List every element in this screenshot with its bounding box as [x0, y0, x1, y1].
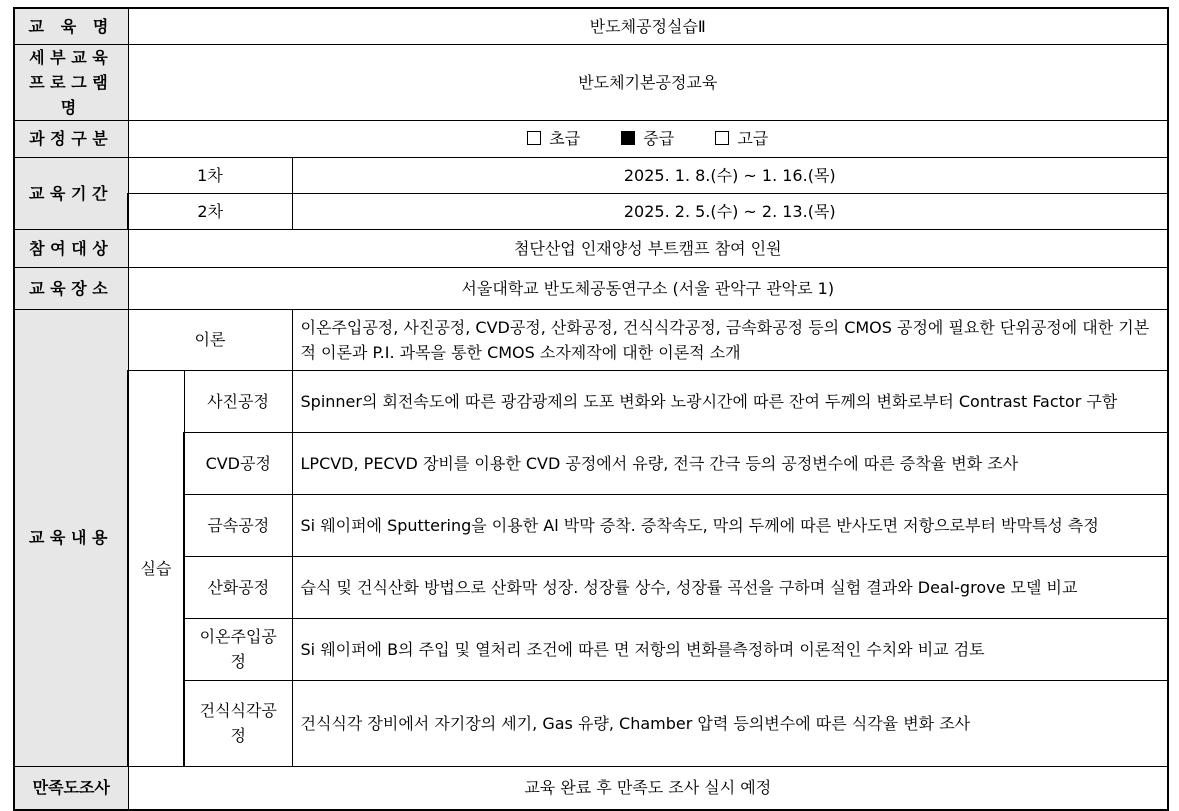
level-option-intermediate[interactable]	[621, 126, 674, 151]
practice-name: 이온주입공정	[184, 618, 292, 680]
level-option-label: 고급	[737, 129, 769, 148]
row-practice	[14, 432, 1168, 494]
row-program	[14, 44, 1168, 120]
level-option-beginner[interactable]	[527, 126, 580, 151]
row-place	[14, 267, 1168, 309]
checkbox-empty-icon	[715, 131, 729, 145]
checkbox-empty-icon	[527, 131, 541, 145]
period-dates: 2025. 2. 5.(수) ~ 2. 13.(목)	[292, 193, 1168, 229]
row-practice	[14, 618, 1168, 680]
level-label: 과정구분	[14, 120, 128, 157]
theory-text: 이온주입공정, 사진공정, CVD공정, 산화공정, 건식식각공정, 금속화공정 등의 CMOS 공정에 필요한 단위공정에 대한 기본적 이론과 P.I. 과목을 통한 CMOS 소자제작에 대한 이론적 소개	[292, 309, 1168, 370]
period-round: 1차	[128, 157, 292, 193]
survey-label: 만족도조사	[14, 766, 128, 810]
row-target	[14, 229, 1168, 267]
course-info-table	[13, 7, 1169, 811]
row-period-1	[14, 157, 1168, 193]
row-survey	[14, 766, 1168, 810]
practice-name: 산화공정	[184, 556, 292, 618]
content-label: 교육내용	[14, 309, 128, 766]
period-dates: 2025. 1. 8.(수) ~ 1. 16.(목)	[292, 157, 1168, 193]
title-label: 교 육 명	[14, 8, 128, 44]
practice-name: 금속공정	[184, 494, 292, 556]
level-option-label: 중급	[643, 129, 675, 148]
practice-name: 사진공정	[184, 370, 292, 432]
practice-desc: Si 웨이퍼에 Sputtering을 이용한 Al 박막 증착. 증착속도, 막의 두께에 따른 반사도면 저항으로부터 박막특성 측정	[292, 494, 1168, 556]
practice-desc: Spinner의 회전속도에 따른 광감광제의 도포 변화와 노광시간에 따른 잔여 두께의 변화로부터 Contrast Factor 구함	[292, 370, 1168, 432]
practice-desc: LPCVD, PECVD 장비를 이용한 CVD 공정에서 유량, 전극 간극 등의 공정변수에 따른 증착율 변화 조사	[292, 432, 1168, 494]
period-label: 교육기간	[14, 157, 128, 229]
title-value: 반도체공정실습Ⅱ	[128, 8, 1168, 44]
practice-desc: 건식식각 장비에서 자기장의 세기, Gas 유량, Chamber 압력 등의변수에 따른 식각율 변화 조사	[292, 680, 1168, 766]
practice-name: 건식식각공정	[184, 680, 292, 766]
row-period-2	[14, 193, 1168, 229]
target-label: 참여대상	[14, 229, 128, 267]
row-level	[14, 120, 1168, 157]
program-label	[14, 44, 128, 120]
program-label-line1: 세부교육	[29, 47, 114, 67]
row-practice	[14, 370, 1168, 432]
survey-value: 교육 완료 후 만족도 조사 실시 예정	[128, 766, 1168, 810]
level-option-label: 초급	[549, 129, 581, 148]
row-practice	[14, 680, 1168, 766]
row-theory	[14, 309, 1168, 370]
practice-name: CVD공정	[184, 432, 292, 494]
practice-desc: 습식 및 건식산화 방법으로 산화막 성장. 성장률 상수, 성장률 곡선을 구하며 실험 결과와 Deal-grove 모델 비교	[292, 556, 1168, 618]
target-value: 첨단산업 인재양성 부트캠프 참여 인원	[128, 229, 1168, 267]
level-option-advanced[interactable]	[715, 126, 768, 151]
checkbox-filled-icon	[621, 131, 635, 145]
level-options	[128, 120, 1168, 157]
place-value: 서울대학교 반도체공동연구소 (서울 관악구 관악로 1)	[128, 267, 1168, 309]
row-title	[14, 8, 1168, 44]
row-practice	[14, 494, 1168, 556]
program-label-line2: 프로그램명	[29, 72, 114, 117]
place-label: 교육장소	[14, 267, 128, 309]
program-value: 반도체기본공정교육	[128, 44, 1168, 120]
practice-label: 실습	[128, 370, 184, 766]
theory-label: 이론	[128, 309, 292, 370]
practice-desc: Si 웨이퍼에 B의 주입 및 열처리 조건에 따른 면 저항의 변화를측정하며 이론적인 수치와 비교 검토	[292, 618, 1168, 680]
period-round: 2차	[128, 193, 292, 229]
row-practice	[14, 556, 1168, 618]
